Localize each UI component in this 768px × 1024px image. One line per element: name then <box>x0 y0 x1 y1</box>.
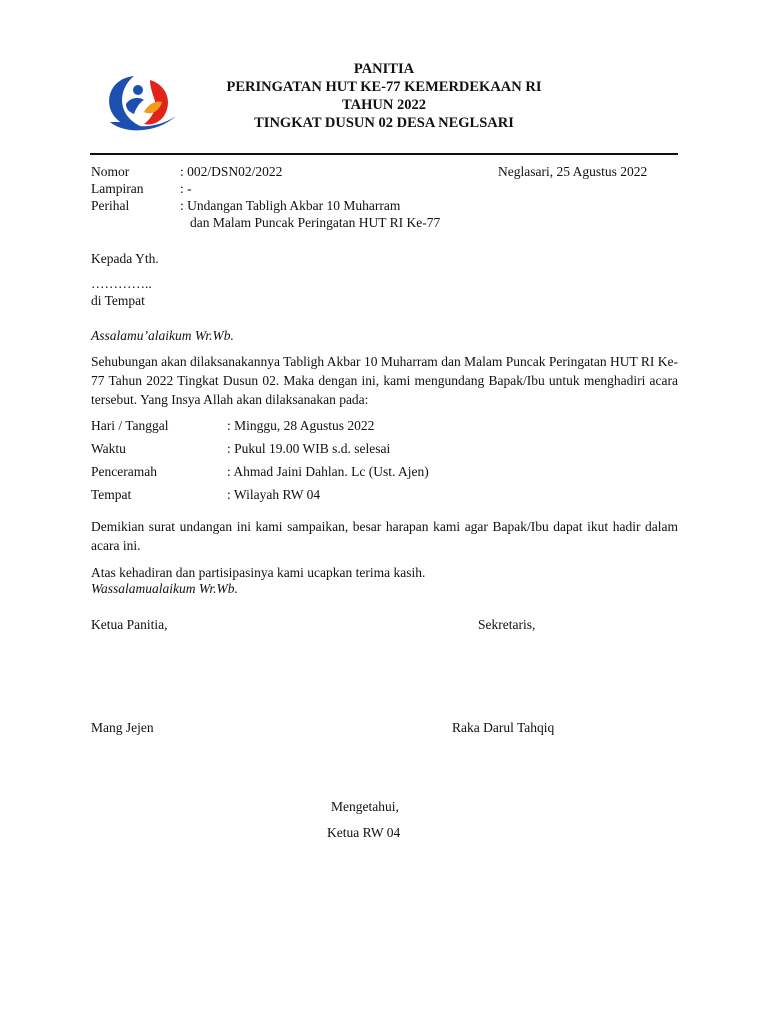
recipient-line-1: Kepada Yth. <box>91 251 159 266</box>
recipient-line-2: ………….. <box>91 276 152 291</box>
signature-left-name: Mang Jejen <box>91 720 154 735</box>
signature-left-title: Ketua Panitia, <box>91 617 168 632</box>
letterhead <box>190 60 578 132</box>
body-paragraph-2: Demikian surat undangan ini kami sampaikan, besar harapan kami agar Bapak/Ibu dapat ikut hadir dalam acara ini. <box>91 519 678 553</box>
detail-label-place: Tempat <box>91 487 132 502</box>
letterhead-line-3: TAHUN 2022 <box>342 97 426 113</box>
perihal-value-1: : Undangan Tabligh Akbar 10 Muharram <box>180 198 401 213</box>
body-paragraph-1: Sehubungan akan dilaksanakannya Tabligh Akbar 10 Muharram dan Malam Puncak Peringatan HUT RI Ke-77 Tahun 2022 Tingkat Dusun 02. Maka dengan ini, kami mengundang Bapak/Ibu untuk menghadiri acara tersebut. Yang Insya Allah akan dilaksanakan pada: <box>91 354 678 407</box>
signature-center-title-2: Ketua RW 04 <box>327 825 401 840</box>
signature-right-title: Sekretaris, <box>478 617 536 632</box>
recipient-line-3: di Tempat <box>91 293 145 308</box>
detail-value-time: : Pukul 19.00 WIB s.d. selesai <box>227 441 391 456</box>
detail-value-speaker: : Ahmad Jaini Dahlan. Lc (Ust. Ajen) <box>227 464 429 479</box>
signature-right-name: Raka Darul Tahqiq <box>452 720 555 735</box>
letterhead-divider <box>90 153 678 155</box>
nomor-value: : 002/DSN02/2022 <box>180 164 283 179</box>
detail-label-speaker: Penceramah <box>91 464 157 479</box>
lampiran-value: : - <box>180 181 192 196</box>
detail-value-date: : Minggu, 28 Agustus 2022 <box>227 418 375 433</box>
logo-blue-figure <box>126 98 144 114</box>
nomor-label: Nomor <box>91 164 130 179</box>
detail-label-time: Waktu <box>91 441 126 456</box>
greeting: Assalamu’alaikum Wr.Wb. <box>91 328 234 343</box>
detail-label-date: Hari / Tanggal <box>91 418 169 433</box>
perihal-value-2: dan Malam Puncak Peringatan HUT RI Ke-77 <box>190 215 441 230</box>
logo-blue-dot <box>133 85 143 95</box>
closing-thanks: Atas kehadiran dan partisipasinya kami ucapkan terima kasih. <box>91 565 426 580</box>
lampiran-label: Lampiran <box>91 181 144 196</box>
detail-value-place: : Wilayah RW 04 <box>227 487 321 502</box>
perihal-label: Perihal <box>91 198 130 213</box>
event-logo <box>104 70 182 132</box>
signature-center-title-1: Mengetahui, <box>331 799 399 814</box>
letterhead-line-4: TINGKAT DUSUN 02 DESA NEGLSARI <box>254 115 514 131</box>
place-date: Neglasari, 25 Agustus 2022 <box>498 164 648 179</box>
letterhead-line-2: PERINGATAN HUT KE-77 KEMERDEKAAN RI <box>226 79 542 95</box>
closing-salam: Wassalamualaikum Wr.Wb. <box>91 581 238 596</box>
letterhead-line-1: PANITIA <box>353 61 415 77</box>
